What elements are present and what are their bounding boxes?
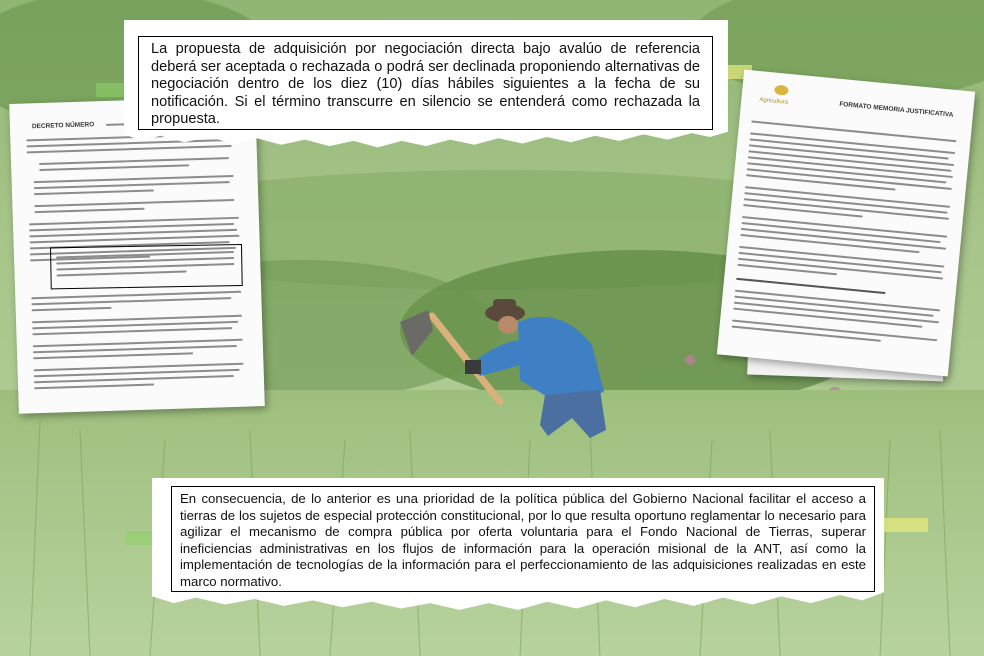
text-line xyxy=(34,375,234,383)
decree-header: DECRETO NÚMERO xyxy=(31,121,95,131)
agricultura-logo xyxy=(754,83,808,116)
right-memoria-document xyxy=(717,70,975,377)
text-line xyxy=(32,327,232,335)
text-line xyxy=(35,208,145,213)
text-line xyxy=(34,384,154,389)
text-line xyxy=(39,157,229,165)
bottom-quote-box xyxy=(171,486,875,592)
text-line xyxy=(39,164,189,170)
text-line xyxy=(743,204,863,217)
top-quote-text: La propuesta de adquisición por negociación directa bajo avalúo de referencia deberá ser aceptada o rechazada o podrá ser declinada proponiendo alternativas de negociación dentro de los diez (10) días hábiles siguientes a la fecha de su notificación. Si el término transcurre en silencio se entenderá como rechazada la propuesta. xyxy=(151,41,700,128)
top-quote-box xyxy=(138,36,713,130)
document-title: FORMATO MEMORIA JUSTIFICATIVA xyxy=(839,100,954,119)
logo-text: Agricultura xyxy=(759,97,789,106)
text-line xyxy=(34,189,154,194)
text-line xyxy=(33,352,193,359)
text-line xyxy=(34,199,234,207)
left-decree-document xyxy=(9,96,265,414)
decorative-strip xyxy=(880,518,928,532)
text-line xyxy=(751,120,956,141)
logo-emblem-icon xyxy=(774,85,789,96)
text-line xyxy=(34,181,230,189)
text-line xyxy=(31,297,231,305)
text-line xyxy=(33,345,237,353)
text-line xyxy=(32,307,112,311)
text-line xyxy=(27,145,232,153)
bottom-quote-text: En consecuencia, de lo anterior es una prioridad de la política pública del Gobierno Nacional facilitar el acceso a tierras de los sujetos de especial protección constitucional, por lo que resulta oportuno reglamentar lo necesario para agilizar el mecanismo de compra pública por oferta voluntaria para el Fondo Nacional de Tierras, superar ineficiencias administrativas en los flujos de información para la operación misional de la ANT, así como la implementación de tecnologías de la información para el perfeccionamiento de las adquisiciones realizadas en este marco normativo. xyxy=(180,491,866,589)
